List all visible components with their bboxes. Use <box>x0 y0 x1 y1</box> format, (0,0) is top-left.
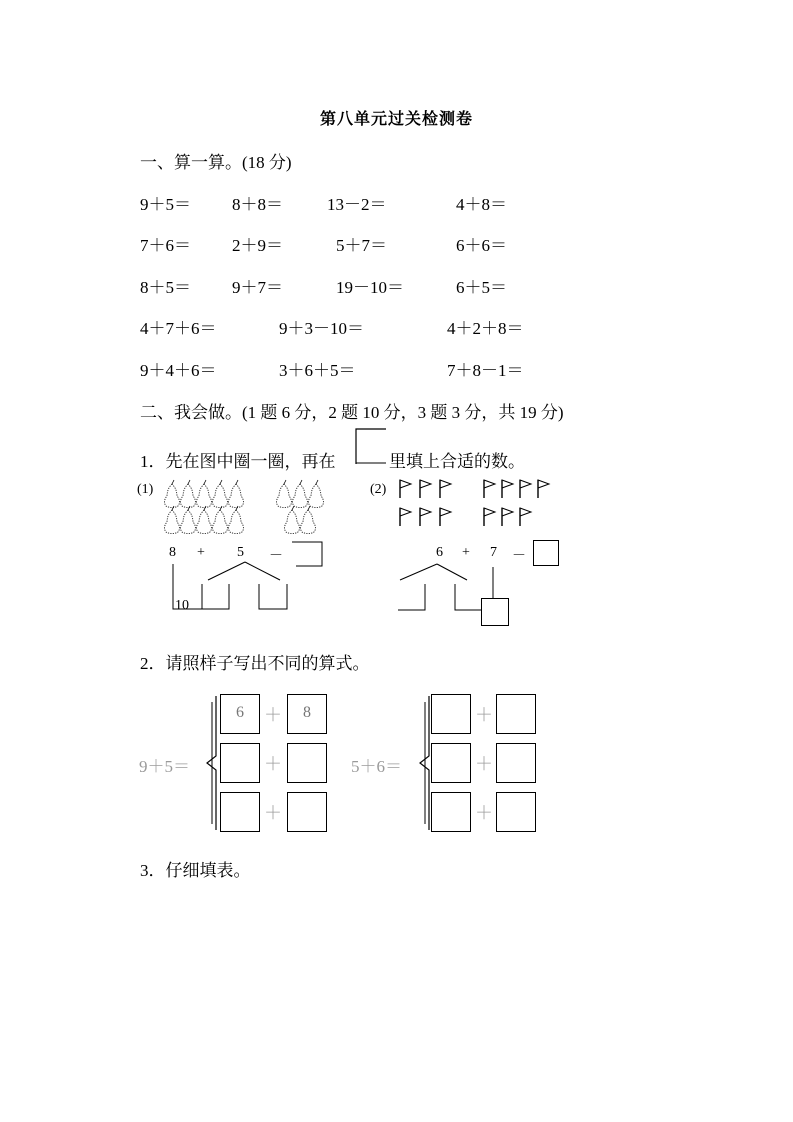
answer-box[interactable] <box>220 792 260 832</box>
equals-sign: － <box>269 549 283 564</box>
sub-number: 10 <box>175 598 189 613</box>
question-1-text-b: 里填上合适的数。 <box>389 452 525 471</box>
equation: 2＋9＝ <box>232 236 283 255</box>
plus-sign: + <box>197 545 205 560</box>
plus-sign: ＋ <box>475 705 493 725</box>
equation: 6＋5＝ <box>456 278 507 297</box>
base-expression: 9＋5＝ <box>139 757 190 776</box>
answer-box[interactable] <box>431 792 471 832</box>
addend-1: 8 <box>169 545 176 560</box>
equation: 9＋7＝ <box>232 278 283 297</box>
part-label: (2) <box>370 482 387 497</box>
plus-sign: + <box>462 545 470 560</box>
example-number: 8 <box>303 704 311 721</box>
equation: 5＋7＝ <box>336 236 387 255</box>
answer-box[interactable] <box>496 694 536 734</box>
section-1-heading: 一、算一算。(18 分) <box>140 153 292 172</box>
brace-icon <box>204 694 218 832</box>
equation: 7＋8－1＝ <box>447 361 524 380</box>
plus-sign: ＋ <box>264 754 282 774</box>
equation: 9＋3－10＝ <box>279 319 364 338</box>
page-title: 第八单元过关检测卷 <box>319 111 473 128</box>
question-3-text: 3．仔细填表。 <box>140 861 251 880</box>
equation: 7＋6＝ <box>140 236 191 255</box>
flag-icon <box>398 478 558 530</box>
pear-icon <box>160 478 350 538</box>
equation: 13－2＝ <box>327 195 387 214</box>
answer-box[interactable] <box>220 743 260 783</box>
decompose-diagram <box>170 540 330 615</box>
answer-box[interactable] <box>287 792 327 832</box>
answer-box[interactable] <box>481 598 509 626</box>
answer-box[interactable] <box>533 540 559 566</box>
equation: 4＋8＝ <box>456 195 507 214</box>
brace-icon <box>417 694 431 832</box>
equals-sign: － <box>512 549 526 564</box>
addend-1: 6 <box>436 545 443 560</box>
plus-sign: ＋ <box>264 705 282 725</box>
answer-box[interactable] <box>496 743 536 783</box>
equation: 8＋8＝ <box>232 195 283 214</box>
plus-sign: ＋ <box>475 754 493 774</box>
answer-box[interactable] <box>431 743 471 783</box>
equation: 8＋5＝ <box>140 278 191 297</box>
example-number: 6 <box>236 704 244 721</box>
base-expression: 5＋6＝ <box>351 757 402 776</box>
equation: 6＋6＝ <box>456 236 507 255</box>
inline-answer-box <box>355 428 387 464</box>
answer-box[interactable] <box>496 792 536 832</box>
addend-2: 5 <box>237 545 244 560</box>
equation: 9＋4＋6＝ <box>140 361 217 380</box>
answer-box[interactable] <box>287 694 327 734</box>
part-label: (1) <box>137 482 154 497</box>
equation: 9＋5＝ <box>140 195 191 214</box>
answer-box[interactable] <box>287 743 327 783</box>
question-1-text-a: 1．先在图中圈一圈，再在 <box>140 452 336 471</box>
plus-sign: ＋ <box>475 803 493 823</box>
equation: 19－10＝ <box>336 278 404 297</box>
plus-sign: ＋ <box>264 803 282 823</box>
answer-box[interactable] <box>431 694 471 734</box>
equation: 4＋2＋8＝ <box>447 319 524 338</box>
equation: 4＋7＋6＝ <box>140 319 217 338</box>
equation: 3＋6＋5＝ <box>279 361 356 380</box>
addend-2: 7 <box>490 545 497 560</box>
section-2-heading: 二、我会做。(1 题 6 分，2 题 10 分，3 题 3 分，共 19 分) <box>140 403 564 422</box>
question-2-text: 2．请照样子写出不同的算式。 <box>140 654 370 673</box>
answer-box[interactable] <box>220 694 260 734</box>
